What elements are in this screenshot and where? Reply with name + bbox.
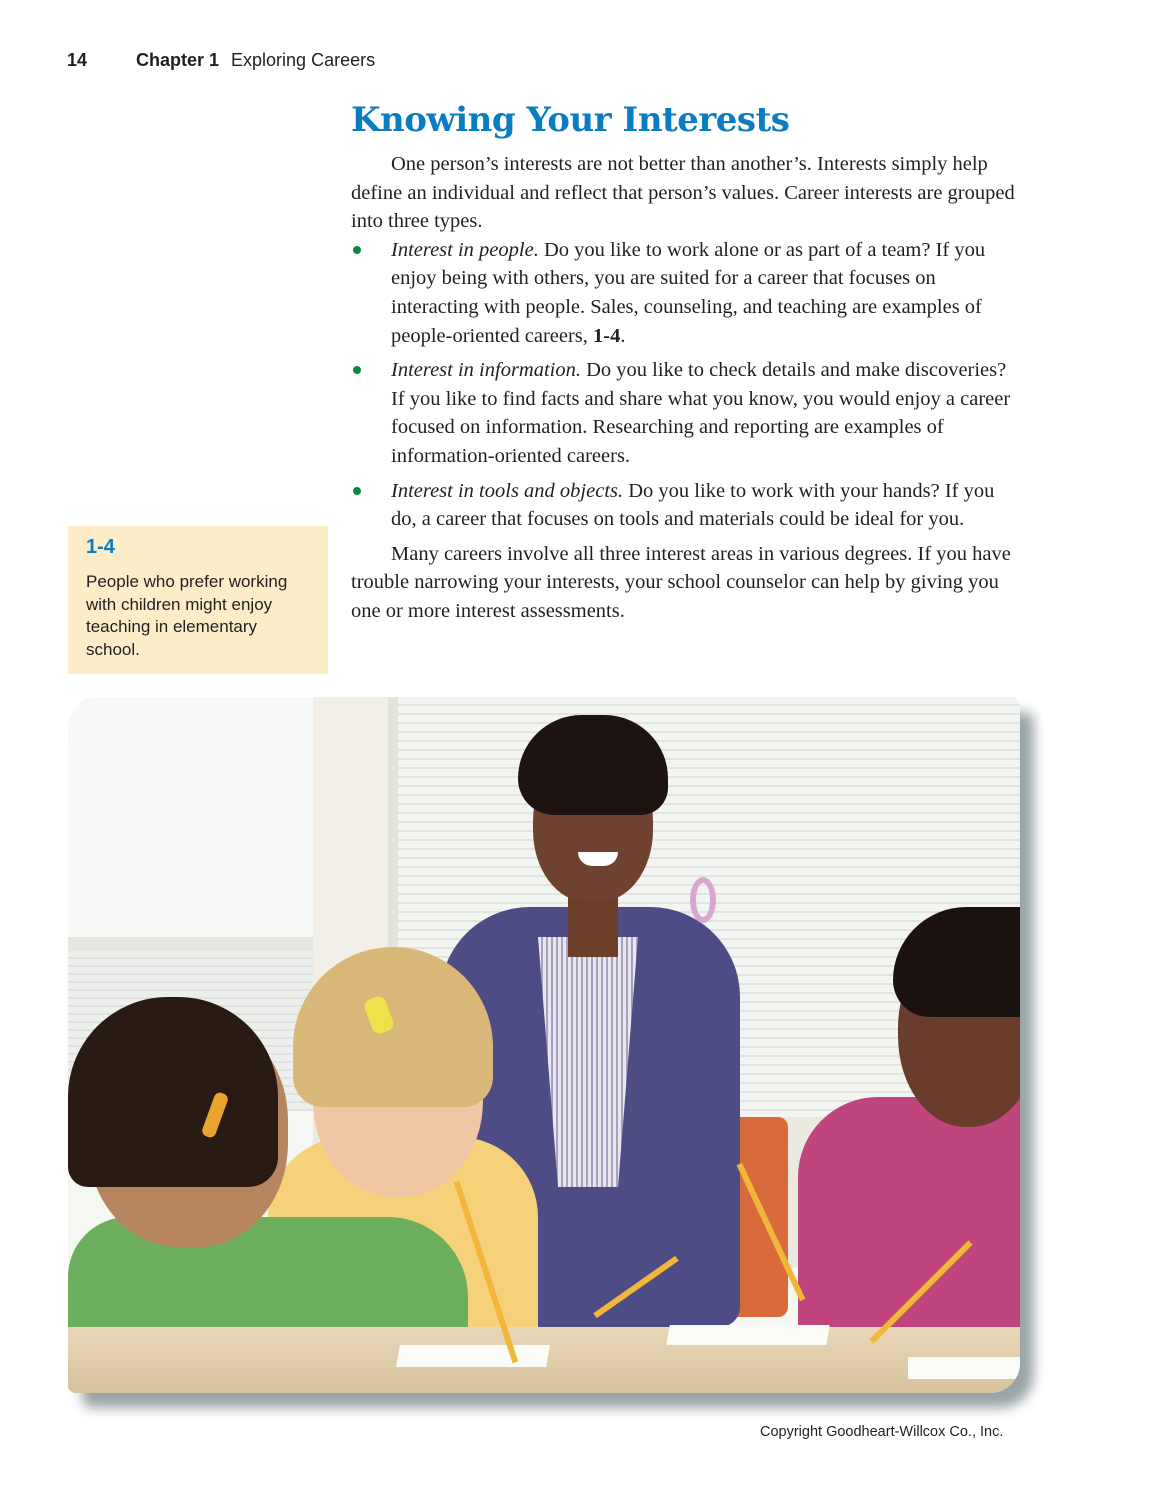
bullet-lead: Interest in tools and objects. xyxy=(391,479,624,502)
section-heading: Knowing Your Interests xyxy=(351,100,790,140)
girl-left-hair xyxy=(68,997,278,1187)
bullet-text: Do you like to work with your hands? If you do, a career that focuses on tools and materials could be ideal for you. xyxy=(391,479,995,531)
worksheet xyxy=(908,1357,1020,1379)
figure-reference: 1-4 xyxy=(593,324,621,347)
figure-caption-box xyxy=(68,526,328,674)
bullet-lead: Interest in people. xyxy=(391,238,539,261)
chapter-title: Exploring Careers xyxy=(231,50,376,70)
worksheet xyxy=(666,1325,830,1345)
teacher-earring xyxy=(690,877,716,923)
bullet-icon xyxy=(353,246,361,254)
body-text xyxy=(351,150,1021,626)
chapter-label: Chapter 1 xyxy=(136,50,220,70)
bullet-text: Do you like to check details and make discoveries? If you like to find facts and share what you know, you would enjoy a career focused on information. Researching and reporting are examples of information-oriented careers. xyxy=(391,359,1011,467)
figure-number: 1-4 xyxy=(86,536,115,558)
bullet-text: Do you like to work alone or as part of a team? If you enjoy being with others, you are suited for a career that focuses on interacting with people. Sales, counseling, and teaching are examples of people-oriented careers, xyxy=(391,238,986,347)
page-number: 14 xyxy=(67,50,88,70)
bullet-icon xyxy=(353,366,361,374)
window-sill xyxy=(68,937,313,951)
list-item xyxy=(351,356,1021,470)
running-head xyxy=(67,50,375,71)
bullet-tail: . xyxy=(620,324,626,347)
bullet-lead: Interest in information. xyxy=(391,359,581,382)
interest-list xyxy=(351,236,1021,534)
closing-paragraph: Many careers involve all three interest areas in various degrees. If you have trouble narrowing your interests, your school counselor can help by giving you one or more interest assessments. xyxy=(351,542,1011,622)
list-item xyxy=(351,477,1021,534)
intro-paragraph: One person’s interests are not better than another’s. Interests simply help define an individual and reflect that person’s values. Career interests are grouped into three types. xyxy=(351,153,1015,233)
list-item xyxy=(351,236,1021,350)
figure-caption: People who prefer working with children might enjoy teaching in elementary school. xyxy=(86,572,288,659)
teacher-hair xyxy=(518,715,668,815)
worksheet xyxy=(396,1345,550,1367)
window-left xyxy=(68,697,313,937)
bullet-icon xyxy=(353,487,361,495)
figure-photo xyxy=(68,697,1020,1393)
copyright: Copyright Goodheart-Willcox Co., Inc. xyxy=(760,1424,1004,1440)
